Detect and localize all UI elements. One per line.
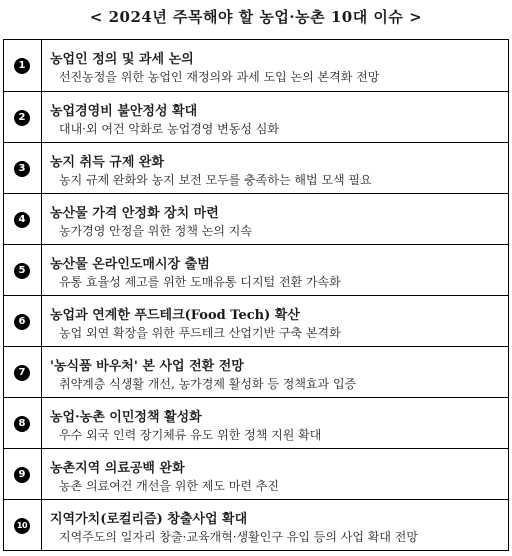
issue-heading: 농산물 가격 안정화 장치 마련 [50, 206, 219, 221]
issue-heading: 농업과 연계한 푸드테크(Food Tech) 확산 [50, 308, 300, 323]
number-cell [4, 92, 42, 143]
issue-row [4, 40, 508, 91]
number-cell [4, 500, 42, 551]
issue-heading: 농업인 정의 및 과세 논의 [50, 52, 194, 67]
number-badge: 2 [14, 110, 30, 126]
number-badge: 10 [14, 518, 30, 534]
issue-heading: 농업·농촌 이민정책 활성화 [50, 410, 202, 425]
number-badge: 8 [14, 416, 30, 432]
issue-row [4, 92, 508, 143]
issue-description: 우수 외국 인력 장기체류 유도 위한 정책 지원 확대 [59, 428, 322, 442]
number-badge: 1 [14, 58, 30, 74]
issue-description: 농가경영 안정을 위한 정책 논의 지속 [59, 224, 252, 238]
issue-row [4, 500, 508, 551]
issue-row [4, 194, 508, 245]
number-badge: 7 [14, 365, 30, 381]
issue-heading: 농지 취득 규제 완화 [50, 155, 165, 170]
issue-row [4, 245, 508, 296]
issue-description: 대내·외 여건 악화로 농업경영 변동성 심화 [59, 122, 279, 136]
issue-row [4, 347, 508, 398]
issue-row [4, 449, 508, 500]
number-cell [4, 40, 42, 91]
issue-heading: 지역가치(로컬리즘) 창출사업 확대 [50, 512, 248, 527]
number-badge: 6 [14, 314, 30, 330]
issue-description: 선진농정을 위한 농업인 재정의와 과세 도입 논의 본격화 전망 [59, 70, 380, 84]
number-badge: 5 [14, 263, 30, 279]
issue-row [4, 143, 508, 194]
issue-description: 유통 효율성 제고를 위한 도매유통 디지털 전환 가속화 [59, 275, 341, 289]
number-badge: 9 [14, 467, 30, 483]
issue-description: 농업 외연 확장을 위한 푸드테크 산업기반 구축 본격화 [59, 326, 341, 340]
issue-row [4, 296, 508, 347]
issue-description: 농촌 의료여건 개선을 위한 제도 마련 추진 [59, 479, 279, 493]
issue-description: 취약계층 식생활 개선, 농가경제 활성화 등 정책효과 입증 [59, 377, 357, 391]
number-badge: 4 [14, 212, 30, 228]
issues-table [3, 39, 509, 551]
issue-heading: 농업경영비 불안정성 확대 [50, 104, 198, 119]
number-cell [4, 296, 42, 347]
number-cell [4, 245, 42, 296]
number-cell [4, 449, 42, 500]
number-cell [4, 347, 42, 398]
issue-heading: '농식품 바우처' 본 사업 전환 전망 [50, 359, 244, 374]
issue-row [4, 398, 508, 449]
number-badge: 3 [14, 161, 30, 177]
number-cell [4, 398, 42, 449]
issue-description: 지역주도의 일자리 창출·교육개혁·생활인구 유입 등의 사업 확대 전망 [59, 530, 418, 544]
issue-heading: 농촌지역 의료공백 완화 [50, 461, 185, 476]
page-title: < 2024년 주목해야 할 농업·농촌 10대 이슈 > [89, 8, 423, 26]
number-cell [4, 143, 42, 194]
issue-description: 농지 규제 완화와 농지 보전 모두를 충족하는 해법 모색 필요 [59, 173, 372, 187]
number-cell [4, 194, 42, 245]
issue-heading: 농산물 온라인도매시장 출범 [50, 257, 210, 272]
